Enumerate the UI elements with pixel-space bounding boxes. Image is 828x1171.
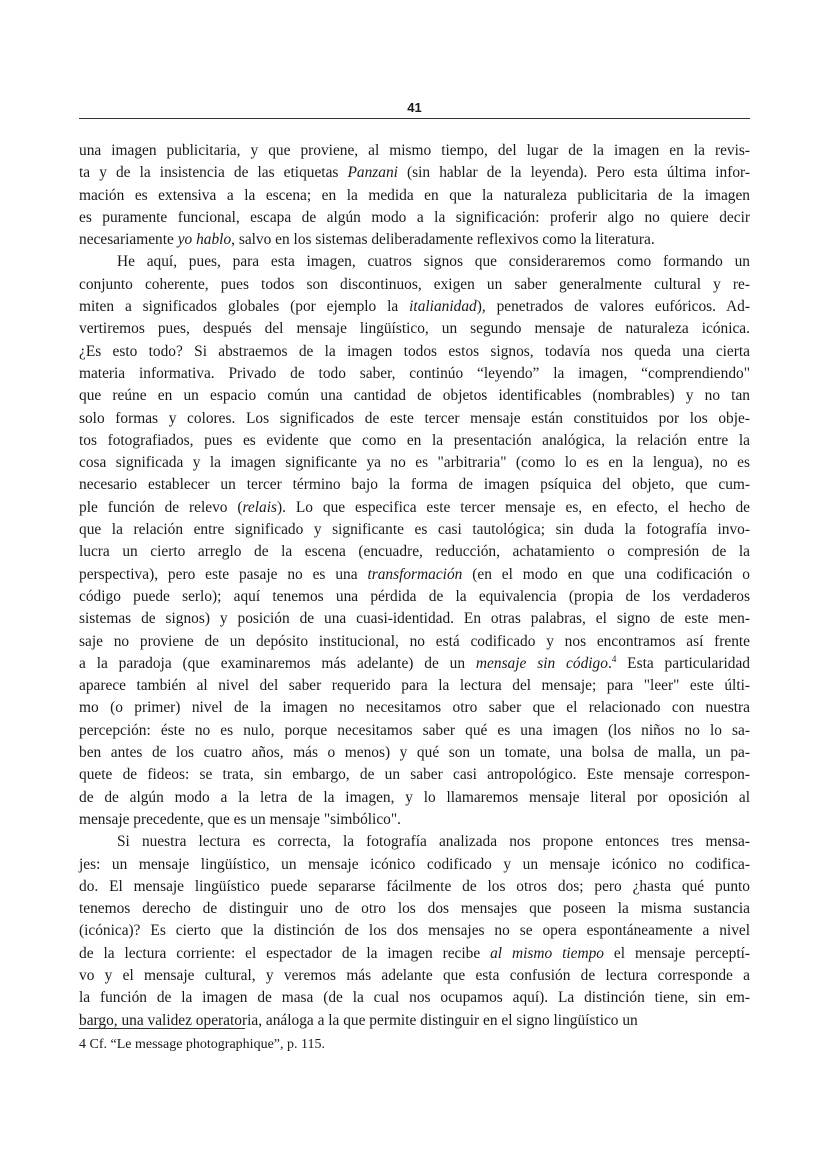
text-line: la función de la imagen de masa (de la cual nos ocupamos aquí). La distinción tiene, sin em-: [79, 989, 750, 1007]
italic-term: mensaje sin código: [475, 654, 608, 672]
text-line: lucra un cierto arreglo de la escena (encuadre, reducción, achatamiento o compresión de la: [79, 543, 750, 561]
page-number: 41: [407, 100, 422, 115]
text-line: es puramente funcional, escapa de algún modo a la significación: proferir algo no quiere decir: [79, 208, 750, 226]
text-line: He aquí, pues, para esta imagen, cuatros signos que consideraremos como formando un: [117, 253, 750, 271]
text-line: ta y de la insistencia de las etiquetas Panzani (sin hablar de la leyenda). Pero esta última infor-: [79, 164, 750, 182]
text-line: sistemas de signos) y posición de una cuasi-identidad. En otras palabras, el signo de este men-: [79, 610, 750, 628]
text-line: mo (o primer) nivel de la imagen no necesitamos otro saber que el relacionado con nuestra: [79, 699, 750, 717]
italic-term: transformación: [367, 565, 463, 583]
italic-term: yo hablo: [177, 231, 232, 249]
text-line: solo formas y colores. Los significados de este tercer mensaje están constituidos por los obje-: [79, 409, 750, 427]
text-line: mación es extensiva a la escena; en la medida en que la naturaleza publicitaria de la imagen: [79, 186, 750, 204]
italic-term: Panzani: [347, 164, 398, 182]
text-line: una imagen publicitaria, y que proviene, al mismo tiempo, del lugar de la imagen en la revis-: [79, 142, 750, 159]
text-line: perspectiva), pero este pasaje no es una transformación (en el modo en que una codificación o: [79, 565, 750, 583]
paragraph: [79, 831, 750, 1032]
text-line: do. El mensaje lingüístico puede separarse fácilmente de los otros dos; pero ¿hasta qué punto: [79, 877, 750, 895]
text-line: de la lectura corriente: el espectador de la imagen recibe al mismo tiempo el mensaje perceptí-: [79, 944, 750, 962]
italic-term: relais: [242, 498, 278, 516]
italic-term: al mismo tiempo: [490, 944, 605, 962]
text-line: saje no proviene de un depósito institucional, no está codificado y nos encontramos así frente: [79, 632, 750, 650]
text-line: bargo, una validez operatoria, análoga a la que permite distinguir en el signo lingüístico un: [79, 1011, 638, 1029]
paragraph: [79, 140, 750, 251]
text-line: necesariamente yo hablo, salvo en los sistemas deliberadamente reflexivos como la literatura.: [79, 231, 655, 249]
text-line: aparece también al nivel del saber requerido para la lectura del mensaje; para "leer" este últi-: [79, 677, 750, 695]
header-rule: [79, 118, 750, 119]
text-line: de de algún modo a la letra de la imagen, y lo llamaremos mensaje literal por oposición al: [79, 788, 750, 806]
text-line: que la relación entre significado y significante es casi tautológica; sin duda la fotografía invo-: [79, 521, 750, 539]
text-line: cosa significada y la imagen significante ya no es "arbitraria" (como lo es en la lengua), no es: [79, 454, 750, 472]
text-line: jes: un mensaje lingüístico, un mensaje icónico codificado y un mensaje icónico no codifica-: [79, 855, 750, 873]
text-line: necesario establecer un tercer término bajo la forma de imagen psíquica del objeto, que cum-: [79, 476, 750, 494]
text-line: materia informativa. Privado de todo saber, continúo “leyendo” la imagen, “comprendiendo": [79, 364, 750, 382]
text-line: tenemos derecho de distinguir uno de otro los dos mensajes que poseen la misma sustancia: [79, 900, 750, 918]
body-text: [79, 140, 750, 1032]
italic-term: italianidad: [409, 298, 477, 316]
footnote: 4 Cf. “Le message photographique”, p. 115.: [79, 1037, 325, 1052]
text-line: ben antes de los cuatro años, más o menos) y qué son un tomate, una bolsa de malla, un pa-: [79, 744, 750, 762]
text-line: ¿Es esto todo? Si abstraemos de la imagen todos estos signos, todavía nos queda una cierta: [79, 342, 750, 360]
footnote-marker: 4: [611, 653, 617, 664]
text-line: ple función de relevo (relais). Lo que especifica este tercer mensaje es, en efecto, el hecho de: [79, 498, 750, 516]
text-line: vo y el mensaje cultural, y veremos más adelante que esta confusión de lectura corresponde a: [79, 966, 750, 984]
text-line: percepción: éste no es nulo, porque necesitamos saber qué es una imagen (los niños no lo sa-: [79, 721, 750, 739]
text-line: quete de fideos: se trata, sin embargo, de un saber casi antropológico. Este mensaje correspon-: [79, 766, 750, 784]
text-line: conjunto coherente, pues todos son discontinuos, exigen un saber generalmente cultural y re-: [79, 275, 750, 293]
text-line: (icónica)? Es cierto que la distinción de los dos mensajes no se opera espontáneamente a nivel: [79, 922, 750, 940]
text-line: Si nuestra lectura es correcta, la fotografía analizada nos propone entonces tres mensa-: [117, 833, 750, 851]
text-line: miten a significados globales (por ejemplo la italianidad), penetrados de valores eufóricos. Ad-: [79, 298, 751, 316]
text-line: tos fotografiados, pues es evidente que como en la presentación analógica, la relación entre la: [79, 431, 750, 449]
text-line: mensaje precedente, que es un mensaje "simbólico".: [79, 810, 401, 828]
paragraph: [79, 251, 750, 831]
text-line: vertiremos pues, después del mensaje lingüístico, un segundo mensaje de naturaleza icónica.: [79, 320, 750, 338]
text-line: a la paradoja (que examinaremos más adelante) de un mensaje sin código.$^4$ Esta particularidad: [79, 653, 751, 672]
footnote-rule: [79, 1028, 245, 1029]
text-line: que reúne en un espacio común una cantidad de objetos identificables (nombrables) y no tan: [79, 387, 750, 405]
text-line: código puede serlo); aquí tenemos una pérdida de la equivalencia (propia de los verdaderos: [79, 587, 750, 605]
